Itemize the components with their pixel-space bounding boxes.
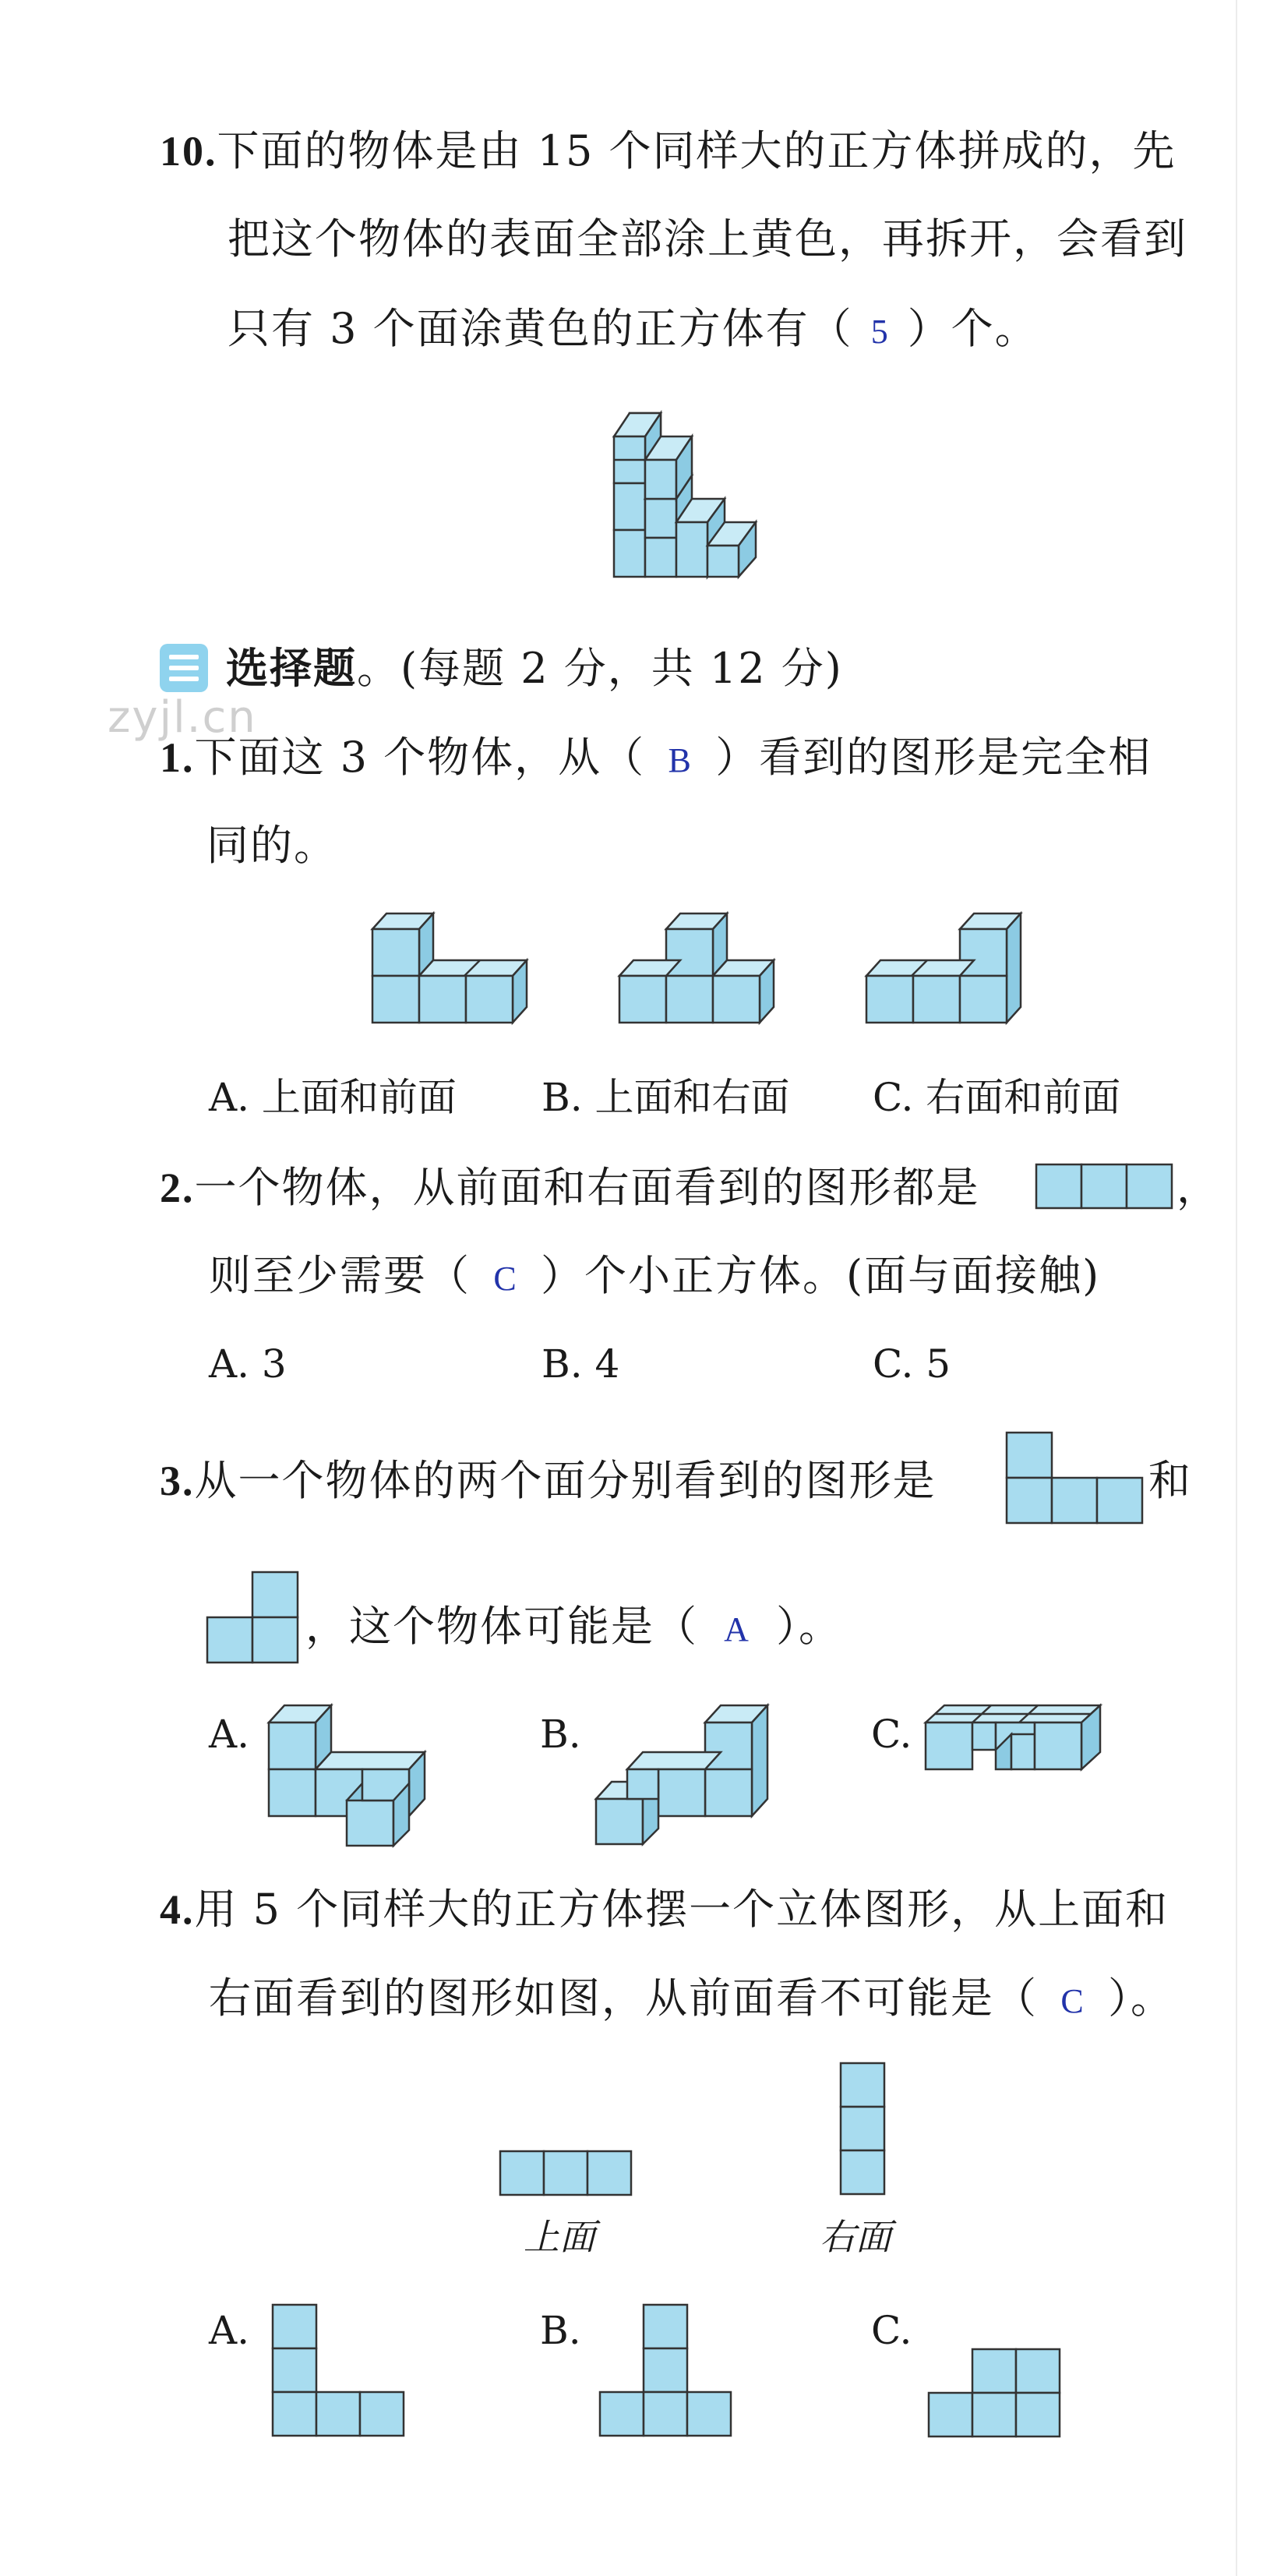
q10-text1: 下面的物体是由 15 个同样大的正方体拼成的，先: [217, 126, 1177, 175]
q1-line1: [160, 733, 1152, 786]
section3-note: 。(每题 2 分，共 12 分): [357, 644, 843, 693]
q3-text1: 从一个物体的两个面分别看到的图形是: [194, 1456, 937, 1505]
q3-option-a[interactable]: A.: [209, 1712, 250, 1757]
q10-line3: [228, 304, 1039, 357]
q1-text1-post: ）看到的图形是完全相: [715, 733, 1152, 782]
section3-title: 选择题: [226, 644, 357, 693]
q3-text2-pre: ，这个物体可能是（: [305, 1602, 698, 1651]
q3-option-c[interactable]: C.: [871, 1712, 912, 1757]
q2-text1: 一个物体，从前面和右面看到的图形都是: [194, 1163, 980, 1212]
section-three-icon: [160, 644, 208, 692]
q2-answer: C: [493, 1260, 518, 1298]
q2-line1-end: ，: [1177, 1163, 1220, 1212]
q2-view-figure: [1035, 1163, 1175, 1211]
q4-right-view-figure: [839, 2062, 887, 2198]
q4-option-c-figure: [927, 2348, 1064, 2441]
q1-option-b[interactable]: B. 上面和右面: [542, 1075, 790, 1120]
watermark: zyjl.cn: [108, 692, 257, 743]
q4-option-b[interactable]: B.: [540, 2308, 581, 2353]
page-edge-rule: [1236, 0, 1237, 2576]
q2-text2-pre: 则至少需要（: [209, 1251, 471, 1300]
q1-number: 1.: [160, 734, 195, 781]
q3-view-figure-2: [204, 1571, 305, 1667]
q2-option-b[interactable]: B. 4: [542, 1341, 620, 1387]
q3-line1-end: 和: [1148, 1456, 1192, 1505]
q4-line2: [209, 1974, 1174, 2027]
q2-option-a[interactable]: A. 3: [209, 1341, 287, 1387]
q3-option-a-figure: [269, 1699, 432, 1847]
q3-line2: [305, 1602, 842, 1655]
q3-option-b[interactable]: B.: [540, 1712, 581, 1757]
q2-text2-post: ）个小正方体。(面与面接触): [541, 1251, 1101, 1300]
q3-text2-post: ）。: [776, 1602, 842, 1651]
q1-text1-pre: 下面这 3 个物体，从（: [194, 733, 646, 782]
q4-top-view-label: 上面: [524, 2216, 595, 2258]
q4-option-a-figure: [271, 2303, 407, 2440]
q4-option-c[interactable]: C.: [871, 2308, 912, 2353]
q4-number: 4.: [160, 1886, 195, 1933]
q3-number: 3.: [160, 1458, 195, 1504]
q2-line2: [209, 1251, 1100, 1304]
q2-number: 2.: [160, 1164, 195, 1211]
q10-number: 10.: [160, 128, 217, 175]
q4-line1: [160, 1885, 1169, 1935]
q4-text2-pre: 右面看到的图形如图，从前面看不可能是（: [209, 1974, 1038, 2023]
q1-answer: B: [668, 741, 693, 779]
q10-answer: 5: [870, 313, 890, 351]
q1-object-3: [866, 912, 1034, 1029]
q4-answer: C: [1060, 1982, 1085, 2020]
q4-text2-post: ）。: [1108, 1974, 1174, 2023]
q2-option-c[interactable]: C. 5: [873, 1341, 951, 1387]
q4-option-b-figure: [598, 2303, 735, 2440]
q10-line2: 把这个物体的表面全部涂上黄色，再拆开，会看到: [228, 214, 1187, 263]
q1-object-2: [619, 912, 787, 1029]
q1-object-1: [372, 912, 540, 1029]
section3-heading: [226, 644, 843, 694]
q1-line2: 同的。: [206, 821, 337, 870]
q4-option-a[interactable]: A.: [209, 2308, 250, 2353]
q2-line1: [160, 1163, 980, 1213]
q3-option-b-figure: [596, 1699, 775, 1847]
q10-text3-pre: 只有 3 个面涂黄色的正方体有（: [228, 304, 853, 353]
q4-right-view-label: 右面: [820, 2216, 891, 2258]
q1-option-a[interactable]: A. 上面和前面: [209, 1075, 457, 1120]
q3-option-c-figure: [926, 1699, 1105, 1800]
q3-line1: [160, 1456, 937, 1506]
q3-view-figure-1: [1005, 1431, 1145, 1528]
q10-line1: [160, 126, 1177, 176]
q1-option-c[interactable]: C. 右面和前面: [873, 1075, 1121, 1120]
q10-cube-figure: [600, 390, 810, 600]
q3-answer: A: [724, 1610, 750, 1648]
q4-text1: 用 5 个同样大的正方体摆一个立体图形，从上面和: [194, 1885, 1169, 1934]
q10-text3-post: ）个。: [907, 304, 1039, 353]
q4-top-view-figure: [499, 2150, 635, 2198]
